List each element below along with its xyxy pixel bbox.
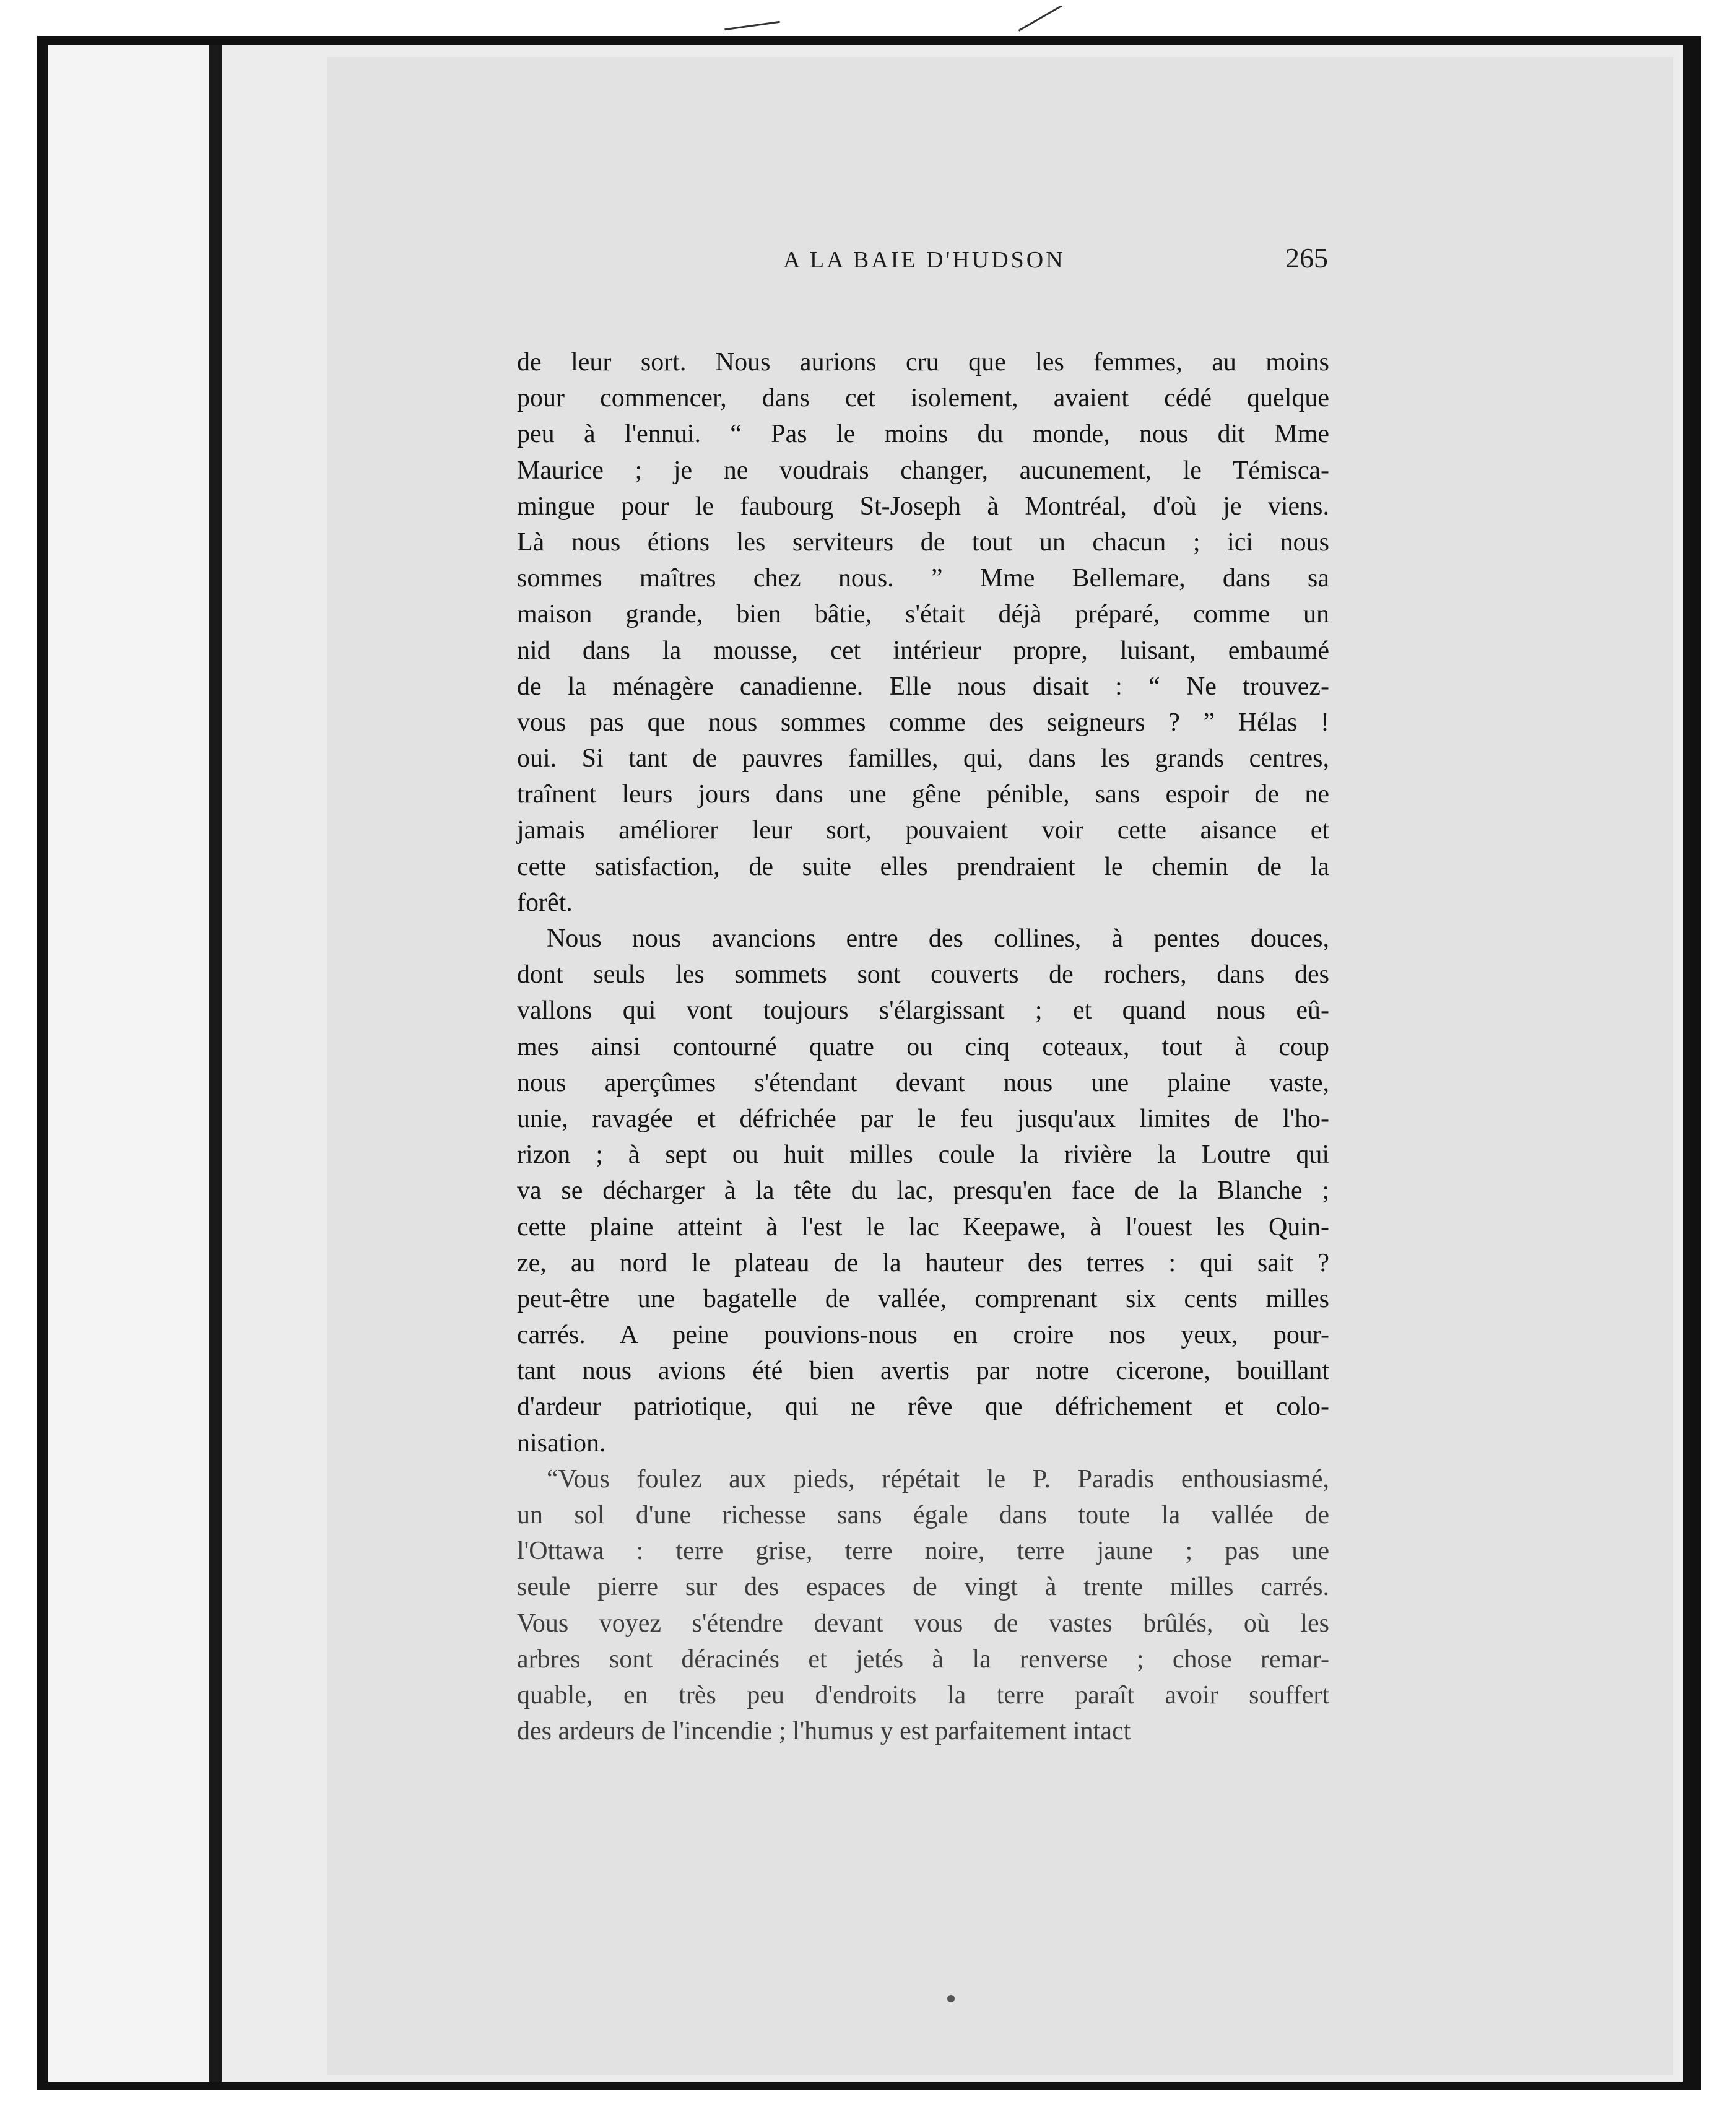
text-line: forêt. [517,888,573,917]
text-line: unie, ravagée et défrichée par le feu jusqu'aux limites de l'ho- [517,1104,1329,1133]
text-line: vallons qui vont toujours s'élargissant ; et quand nous eû- [517,996,1329,1025]
text-line: Maurice ; je ne voudrais changer, aucunement, le Témisca- [517,456,1329,485]
text-line: maison grande, bien bâtie, s'était déjà préparé, comme un [517,600,1329,629]
text-line: nous aperçûmes s'étendant devant nous une plaine vaste, [517,1068,1329,1097]
text-line: dont seuls les sommets sont couverts de rochers, dans des [517,960,1329,989]
text-line: tant nous avions été bien avertis par notre cicerone, bouillant [517,1357,1329,1386]
text-line: peut-être une bagatelle de vallée, comprenant six cents milles [517,1284,1329,1313]
text-line: l'Ottawa : terre grise, terre noire, terre jaune ; pas une [517,1537,1329,1566]
text-line: pour commencer, dans cet isolement, avaient cédé quelque [517,384,1329,413]
text-line: de la ménagère canadienne. Elle nous disait : “ Ne trouvez- [517,672,1329,701]
text-line: des ardeurs de l'incendie ; l'humus y est parfaitement intact [517,1717,1131,1746]
scan-scratch [724,21,780,30]
text-line: Là nous étions les serviteurs de tout un chacun ; ici nous [517,528,1329,557]
text-line: sommes maîtres chez nous. ” Mme Bellemare, dans sa [517,564,1329,593]
text-line: rizon ; à sept ou huit milles coule la rivière la Loutre qui [517,1141,1329,1170]
scan-speck [947,1995,955,2002]
text-line: arbres sont déracinés et jetés à la renverse ; chose remar- [517,1645,1329,1674]
text-line: nisation. [517,1428,606,1458]
text-line: quable, en très peu d'endroits la terre paraît avoir souffert [517,1680,1329,1710]
text-line: de leur sort. Nous aurions cru que les femmes, au moins [517,348,1329,376]
text-line: mingue pour le faubourg St-Joseph à Montréal, d'où je viens. [517,492,1329,521]
text-line: d'ardeur patriotique, qui ne rêve que défrichement et colo- [517,1393,1329,1422]
page-gutter [209,45,222,2082]
text-line: va se décharger à la tête du lac, presqu'en face de la Blanche ; [517,1176,1329,1206]
text-line: traînent leurs jours dans une gêne pénible, sans espoir de ne [517,780,1329,809]
scan-scratch [1018,5,1062,32]
text-line: nid dans la mousse, cet intérieur propre, luisant, embaumé [517,636,1329,665]
text-line: cette satisfaction, de suite elles prendraient le chemin de la [517,852,1329,881]
text-line: un sol d'une richesse sans égale dans toute la vallée de [517,1501,1329,1529]
text-line: vous pas que nous sommes comme des seigneurs ? ” Hélas ! [517,708,1329,737]
text-line: Nous nous avancions entre des collines, à pentes douces, [547,924,1329,953]
text-line: jamais améliorer leur sort, pouvaient voir cette aisance et [517,816,1329,845]
text-line: “Vous foulez aux pieds, répétait le P. Paradis enthousiasmé, [547,1464,1329,1493]
text-line: Vous voyez s'étendre devant vous de vastes brûlés, où les [517,1609,1329,1638]
text-line: cette plaine atteint à l'est le lac Keepawe, à l'ouest les Quin- [517,1212,1329,1241]
page-number: 265 [1285,242,1328,274]
body-text [517,344,1329,1749]
text-line: seule pierre sur des espaces de vingt à trente milles carrés. [517,1573,1329,1602]
page-header [288,242,1328,290]
facing-page-edge [48,45,209,2082]
text-line: mes ainsi contourné quatre ou cinq coteaux, tout à coup [517,1032,1329,1061]
text-line: carrés. A peine pouvions-nous en croire nos yeux, pour- [517,1321,1329,1350]
text-line: peu à l'ennui. “ Pas le moins du monde, nous dit Mme [517,420,1329,449]
text-line: ze, au nord le plateau de la hauteur des terres : qui sait ? [517,1248,1329,1277]
text-line: oui. Si tant de pauvres familles, qui, dans les grands centres, [517,744,1329,773]
running-head: A LA BAIE D'HUDSON [783,247,1065,273]
